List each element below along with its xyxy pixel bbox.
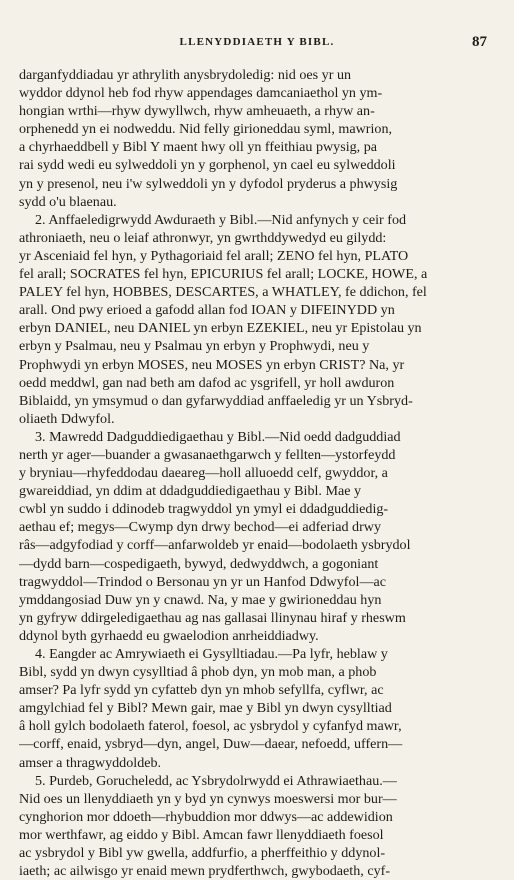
text-line: yn y presenol, neu i'w sylweddoli yn y dyfodol pryderus a phwysig: [19, 175, 398, 192]
text-line: gwareiddiad, yn ddim at ddadguddiedigaethau y Bibl. Mae y: [19, 483, 362, 500]
page-number: 87: [472, 34, 487, 50]
text-line: y bryniau—rhyfeddodau daeareg—holl alluoedd celf, gwyddor, a: [19, 465, 388, 482]
text-line: Bibl, sydd yn dwyn cysylltiad â phob dyn, yn mob man, a phob: [19, 664, 377, 681]
text-line: arall. Ond pwy erioed a gafodd allan fod IOAN y DIFEINYDD yn: [19, 302, 395, 319]
text-line: amser? Pa lyfr sydd yn cyfatteb dyn yn mhob sefyllfa, cyflwr, ac: [19, 682, 384, 699]
text-line: amgylchiad fel y Bibl? Mewn gair, mae y Bibl yn dwyn cysylltiad: [19, 700, 392, 717]
body-text: [19, 66, 490, 880]
text-line: 5. Purdeb, Gorucheledd, ac Ysbrydolrwydd ei Athrawiaethau.—: [35, 772, 397, 789]
running-title: LLENYDDIAETH Y BIBL.: [179, 36, 335, 48]
text-line: 4. Eangder ac Amrywiaeth ei Gysylltiadau.—Pa lyfr, heblaw y: [35, 646, 388, 662]
text-line: 3. Mawredd Dadguddiedigaethau y Bibl.—Nid oedd dadguddiad: [35, 428, 401, 445]
text-line: a chyrhaeddbell y Bibl Y maent hwy oll yn ffeithiau pwysig, pa: [19, 139, 378, 156]
text-line: cwbl yn suddo i ddinodeb tragwyddol yn ymyl ei ddadguddiedig-: [19, 501, 389, 518]
text-line: yr Asceniaid fel hyn, y Pythagoriaid fel arall; ZENO fel hyn, PLATO: [19, 247, 409, 264]
text-line: oliaeth Ddwyfol.: [19, 410, 115, 427]
text-line: oedd meddwl, gan nad beth am dafod ac ysgrifell, yr holl awduron: [19, 374, 395, 391]
text-line: —dydd barn—cospedigaeth, bywyd, dedwyddwch, a gogoniant: [19, 555, 379, 572]
text-line: â holl gylch bodolaeth faterol, foesol, ac ysbrydol y cyfanfyd mawr,: [19, 718, 402, 735]
text-line: orphenedd yn ei nodweddu. Nid felly girioneddau syml, mawrion,: [19, 121, 393, 138]
text-line: ddynol byth gyrhaedd eu gwaelodion anrheiddiadwy.: [19, 627, 319, 644]
text-line: PALEY fel hyn, HOBBES, DESCARTES, a WHATLEY, fe ddichon, fel: [19, 284, 427, 301]
text-line: rai sydd wedi eu sylweddoli yn y gorphenol, yn cael eu sylweddoli: [19, 157, 396, 174]
text-line: erbyn y Psalmau, neu y Psalmau yn erbyn y Prophwydi, neu y: [19, 338, 370, 355]
text-line: 2. Anffaeledigrwydd Awduraeth y Bibl.—Nid anfynych y ceir fod: [35, 211, 407, 228]
text-line: yn gyfryw ddirgeledigaethau ag nas gallasai llinynau hiraf y rheswm: [19, 609, 406, 626]
text-line: ymddangosiad Duw yn y cnawd. Na, y mae y gwirioneddau hyn: [19, 591, 382, 608]
text-line: fel arall; SOCRATES fel hyn, EPICURIUS fel arall; LOCKE, HOWE, a: [19, 266, 428, 283]
text-line: Nid oes un llenyddiaeth yn y byd yn cynwys moeswersi mor bur—: [19, 790, 397, 807]
text-line: Prophwydi yn erbyn MOSES, neu MOSES yn erbyn CRIST? Na, yr: [19, 356, 405, 373]
text-line: athroniaeth, neu o leiaf athronwyr, yn gwrthddywedyd eu gilydd:: [19, 229, 387, 246]
text-line: cynghorion mor ddoeth—rhybuddion mor ddwys—ac addewidion: [19, 808, 393, 825]
text-line: hongian wrthi—rhyw dywyllwch, rhyw amheuaeth, a rhyw an-: [19, 103, 375, 120]
running-head: [0, 34, 514, 54]
text-line: Biblaidd, yn ymsymud o dan gyfarwyddiad anffaeledig yr un Ysbryd-: [19, 392, 413, 409]
text-line: amser a thragwyddoldeb.: [19, 754, 162, 771]
text-line: erbyn DANIEL, neu DANIEL yn erbyn EZEKIEL, neu yr Epistolau yn: [19, 320, 422, 337]
text-line: darganfyddiadau yr athrylith anysbrydoledig: nid oes yr un: [19, 67, 352, 83]
text-line: —corff, enaid, ysbryd—dyn, angel, Duw—daear, nefoedd, uffern—: [19, 736, 403, 753]
text-line: aethau ef; megys—Cwymp dyn drwy bechod—ei adferiad drwy: [19, 519, 382, 536]
text-line: nerth yr ager—buander a gwasanaethgarwch y fellten—ystorfeydd: [19, 446, 396, 463]
text-line: iaeth; ac ailwisgo yr enaid mewn prydferthwch, gwybodaeth, cyf-: [19, 863, 391, 880]
text-line: râs—adgyfodiad y corff—anfarwoldeb yr enaid—bodolaeth ysbrydol: [19, 537, 411, 554]
text-line: mor werthfawr, ag eiddo y Bibl. Amcan fawr llenyddiaeth foesol: [19, 826, 384, 843]
text-line: ac ysbrydol y Bibl yw gwella, addfurfio, a pherffeithio y ddynol-: [19, 845, 386, 862]
text-line: tragwyddol—Trindod o Bersonau yn yr un Hanfod Ddwyfol—ac: [19, 573, 387, 590]
text-line: wyddor ddynol heb fod rhyw appendages damcaniaethol yn ym-: [19, 85, 383, 102]
text-line: sydd o'u blaenau.: [19, 193, 117, 210]
